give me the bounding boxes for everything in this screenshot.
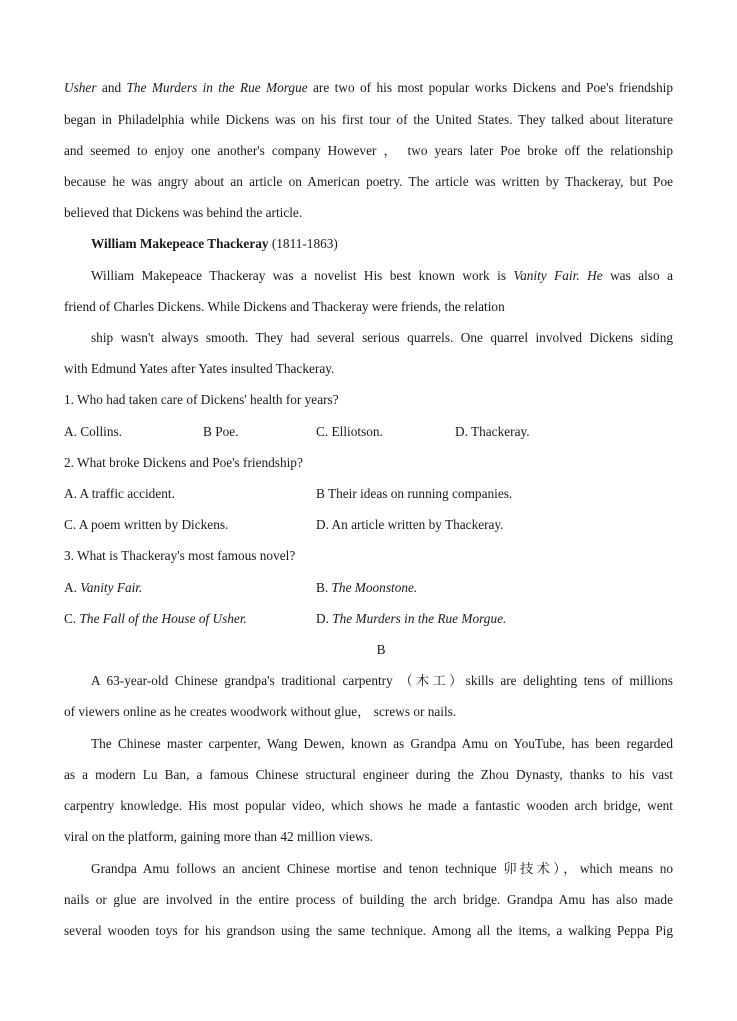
q1-option-a: A. Collins.	[64, 424, 122, 439]
section-b-line-2: of viewers online as he creates woodwork without glue， screws or nails.	[64, 704, 457, 719]
q2-option-c: C. A poem written by Dickens.	[64, 517, 229, 532]
q3-option-b: B. The Moonstone.	[316, 580, 418, 595]
thackeray-line-4: with Edmund Yates after Yates insulted Thackeray.	[64, 361, 335, 376]
section-b-line-4: as a modern Lu Ban, a famous Chinese structural engineer during the Zhou Dynasty, thanks to his vast	[64, 767, 673, 782]
section-b-line-6: viral on the platform, gaining more than 42 million views.	[64, 829, 374, 844]
thackeray-heading: William Makepeace Thackeray (1811-1863)	[91, 236, 338, 251]
section-b-line-5: carpentry knowledge. His most popular video, which shows he made a fantastic wooden arch bridge, went	[64, 798, 673, 813]
q2-option-b: B Their ideas on running companies.	[316, 486, 513, 501]
q3-option-a: A. Vanity Fair.	[64, 580, 143, 595]
section-b-line-7: Grandpa Amu follows an ancient Chinese mortise and tenon technique 卯技术），which means no	[91, 861, 673, 876]
q2-option-a: A. A traffic accident.	[64, 486, 175, 501]
q1-option-c: C. Elliotson.	[316, 424, 383, 439]
thackeray-line-1: William Makepeace Thackeray was a novelist His best known work is Vanity Fair. He was also a	[91, 268, 673, 283]
thackeray-line-3: ship wasn't always smooth. They had several serious quarrels. One quarrel involved Dickens siding	[91, 330, 673, 345]
section-b-line-9: several wooden toys for his grandson using the same technique. Among all the items, a walking Peppa Pig	[64, 923, 673, 938]
question-3: 3. What is Thackeray's most famous novel?	[64, 548, 296, 563]
q3-option-d: D. The Murders in the Rue Morgue.	[316, 611, 507, 626]
q3-option-c: C. The Fall of the House of Usher.	[64, 611, 247, 626]
thackeray-line-2: friend of Charles Dickens. While Dickens and Thackeray were friends, the relation	[64, 299, 505, 314]
passage-a-line-3: and seemed to enjoy one another's company However ， two years later Poe broke off the relationship	[64, 143, 673, 158]
q1-option-b: B Poe.	[203, 424, 239, 439]
question-1: 1. Who had taken care of Dickens' health for years?	[64, 392, 339, 407]
passage-a-line-1: Usher and The Murders in the Rue Morgue are two of his most popular works Dickens and Poe's friendship	[64, 80, 673, 95]
section-b-line-3: The Chinese master carpenter, Wang Dewen, known as Grandpa Amu on YouTube, has been regarded	[91, 736, 673, 751]
section-b-label: B	[376, 642, 386, 657]
section-b-line-1: A 63-year-old Chinese grandpa's traditional carpentry （木工）skills are delighting tens of millions	[91, 673, 673, 688]
passage-a-line-2: began in Philadelphia while Dickens was on his first tour of the United States. They talked about literature	[64, 112, 673, 127]
question-2: 2. What broke Dickens and Poe's friendship?	[64, 455, 303, 470]
section-b-line-8: nails or glue are involved in the entire process of building the arch bridge. Grandpa Amu has also made	[64, 892, 673, 907]
passage-a-line-4: because he was angry about an article on American poetry. The article was written by Thackeray, but Poe	[64, 174, 673, 189]
q1-option-d: D. Thackeray.	[455, 424, 530, 439]
q2-option-d: D. An article written by Thackeray.	[316, 517, 504, 532]
passage-a-line-5: believed that Dickens was behind the article.	[64, 205, 303, 220]
